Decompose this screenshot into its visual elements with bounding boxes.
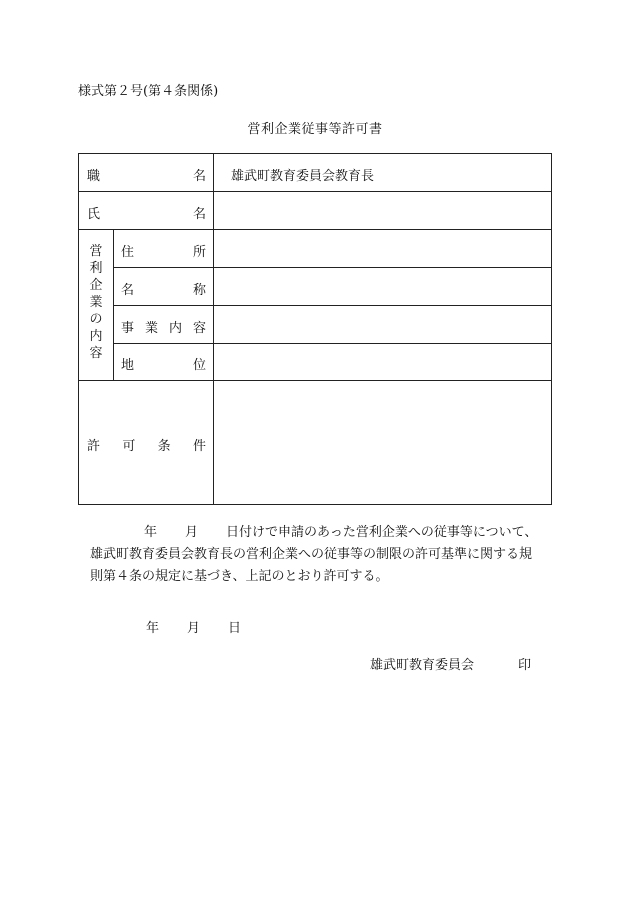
issuer-name: 雄武町教育委員会 (370, 658, 475, 673)
conditions-label: 許 可 条 件 (87, 439, 206, 454)
position-label: 職 名 (87, 169, 206, 184)
permit-statement (78, 522, 558, 588)
issuer-signature (370, 654, 531, 673)
name-label: 氏 名 (87, 207, 206, 222)
seal-mark: 印 (518, 658, 532, 673)
statement-line-3: 則第４条の規定に基づき、上記のとおり許可する。 (90, 569, 389, 584)
business-label: 事 業 内 容 (121, 321, 206, 336)
document-title: 営利企業従事等許可書 (247, 122, 383, 137)
address-label: 住 所 (121, 245, 206, 260)
company-name-label: 名 称 (121, 283, 206, 298)
enterprise-content-label: 営 利 企 業 の 内 容 (89, 244, 103, 361)
form-number: 様式第２号(第４条関係) (78, 84, 219, 99)
position-value[interactable]: 雄武町教育委員会教育長 (231, 169, 375, 184)
statement-line-1: 年 月 日付けで申請のあった営利企業への従事等について、 (144, 525, 538, 540)
permit-form-table (78, 153, 552, 505)
issue-date: 年 月 日 (146, 621, 242, 636)
role-label: 地 位 (121, 358, 206, 373)
statement-line-2: 雄武町教育委員会教育長の営利企業への従事等の制限の許可基準に関する規 (90, 547, 533, 562)
